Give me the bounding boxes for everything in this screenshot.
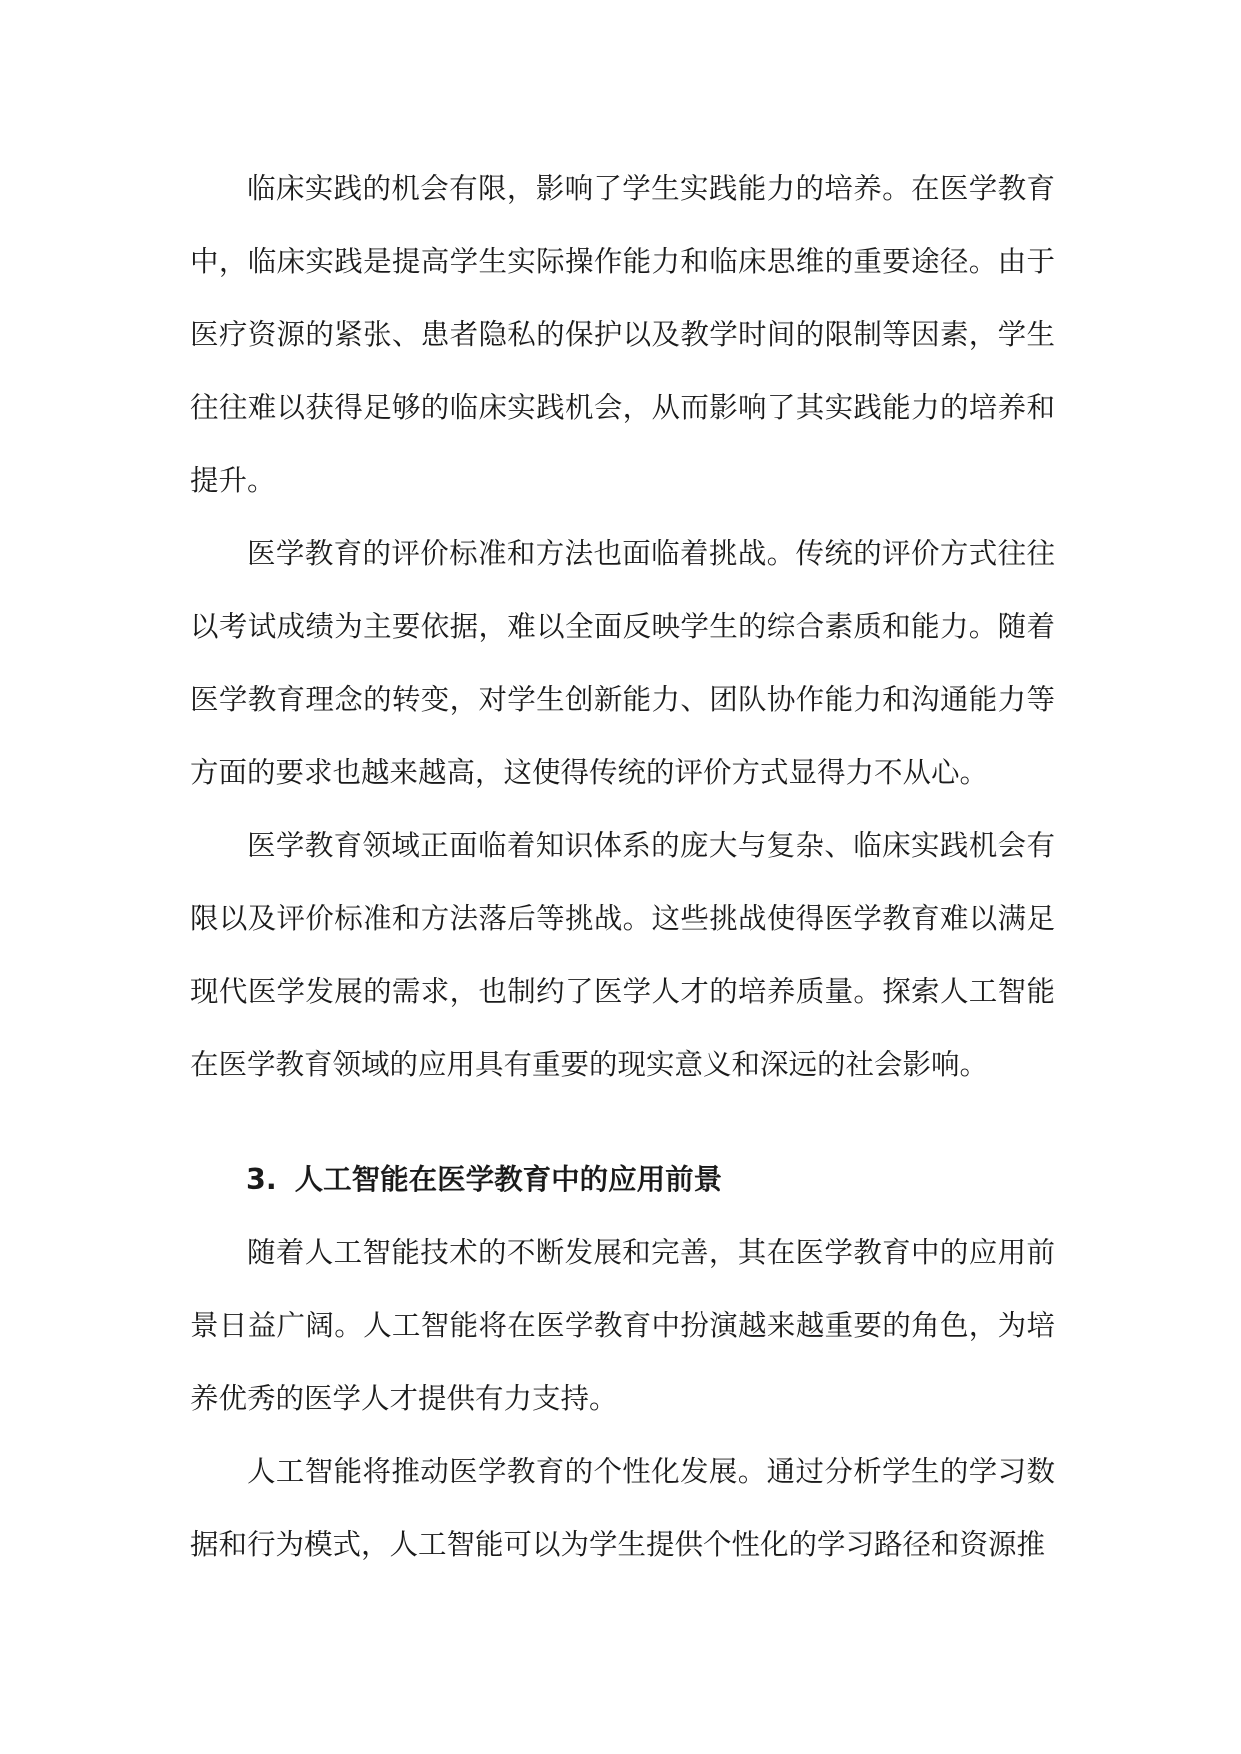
section-heading — [190, 1143, 1055, 1216]
paragraph-clinical-practice: 临床实践的机会有限，影响了学生实践能力的培养。在医学教育中，临床实践是提高学生实际操作能力和临床思维的重要途径。由于医疗资源的紧张、患者隐私的保护以及教学时间的限制等因素，学生往往难以获得足够的临床实践机会，从而影响了其实践能力的培养和提升。 — [190, 172, 1055, 497]
paragraph-evaluation-standards: 医学教育的评价标准和方法也面临着挑战。传统的评价方式往往以考试成绩为主要依据，难以全面反映学生的综合素质和能力。随着医学教育理念的转变，对学生创新能力、团队协作能力和沟通能力等方面的要求也越来越高，这使得传统的评价方式显得力不从心。 — [190, 537, 1055, 789]
section-title: 人工智能在医学教育中的应用前景 — [294, 1163, 723, 1196]
document-page — [190, 152, 1055, 1581]
paragraph-ai-prospects: 随着人工智能技术的不断发展和完善，其在医学教育中的应用前景日益广阔。人工智能将在医学教育中扮演越来越重要的角色，为培养优秀的医学人才提供有力支持。 — [190, 1236, 1055, 1415]
paragraph-challenges-summary: 医学教育领域正面临着知识体系的庞大与复杂、临床实践机会有限以及评价标准和方法落后等挑战。这些挑战使得医学教育难以满足现代医学发展的需求，也制约了医学人才的培养质量。探索人工智能在医学教育领域的应用具有重要的现实意义和深远的社会影响。 — [190, 829, 1055, 1081]
section-number: 3. — [246, 1163, 277, 1196]
paragraph-ai-personalization: 人工智能将推动医学教育的个性化发展。通过分析学生的学习数据和行为模式，人工智能可以为学生提供个性化的学习路径和资源推 — [190, 1455, 1055, 1561]
